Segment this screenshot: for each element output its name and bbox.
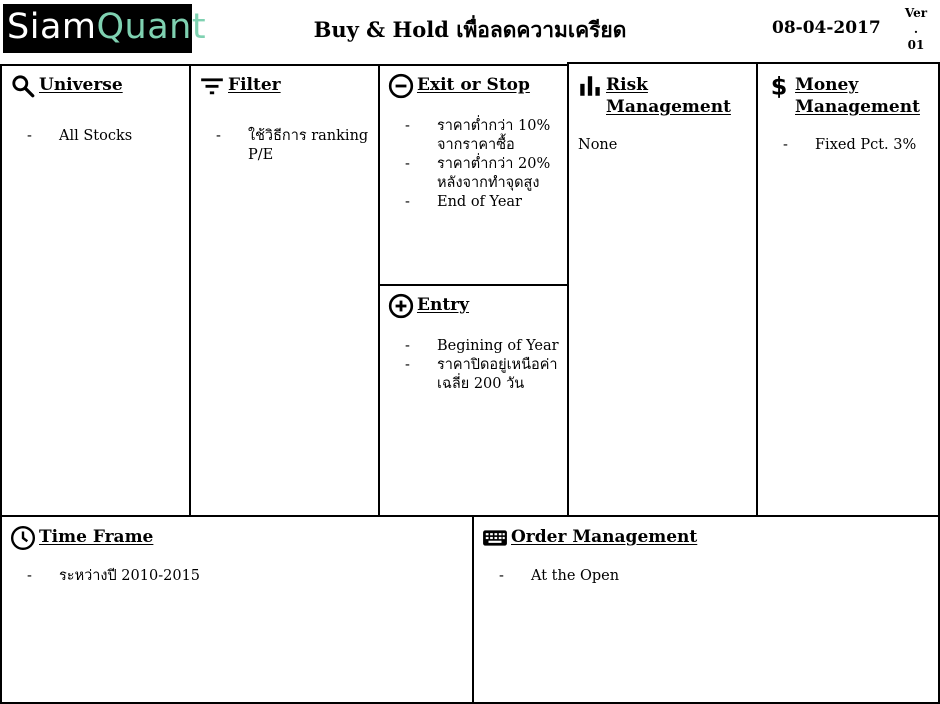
filter-icon <box>199 73 225 99</box>
order-section <box>472 515 940 704</box>
version-text: Ver <box>904 6 928 20</box>
version-separator: . <box>913 22 919 36</box>
filter-heading: Filter <box>228 75 281 95</box>
entry-section <box>378 284 570 518</box>
order-item: - At the Open <box>499 567 938 586</box>
universe-item: - All Stocks <box>27 127 190 146</box>
filter-item: - ใช้วิธีการ ranking P/E <box>216 127 375 165</box>
plus-circle-icon <box>388 293 414 319</box>
search-icon <box>10 73 36 99</box>
money-heading: Money Management <box>795 75 920 117</box>
risk-text: None <box>578 137 618 153</box>
money-section <box>756 62 940 518</box>
document-date: 08-04-2017 <box>772 18 881 38</box>
entry-heading: Entry <box>417 295 470 315</box>
order-heading: Order Management <box>511 527 698 547</box>
logo-text-siam: Siam <box>7 7 97 47</box>
exit-section <box>378 64 570 287</box>
timeframe-section <box>0 515 475 704</box>
svg-text:$: $ <box>770 72 788 101</box>
universe-heading: Universe <box>39 75 123 95</box>
bar-chart-icon <box>577 73 603 99</box>
risk-section <box>567 62 759 518</box>
exit-item: - ราคาต่ำกว่า 10% จากราคาซื้อ <box>405 117 564 155</box>
exit-heading: Exit or Stop <box>417 75 530 95</box>
page-title: Buy & Hold เพื่อลดความเครียด <box>313 17 627 42</box>
exit-item: - End of Year <box>405 193 564 212</box>
keyboard-icon <box>482 525 508 551</box>
version-label <box>896 5 936 53</box>
minus-circle-icon <box>388 73 414 99</box>
money-item: - Fixed Pct. 3% <box>783 136 934 155</box>
risk-heading: Risk Management <box>606 75 731 117</box>
filter-section <box>189 64 381 518</box>
clock-icon <box>10 525 36 551</box>
siamquant-logo <box>3 4 207 53</box>
timeframe-heading: Time Frame <box>39 527 154 547</box>
exit-item: - ราคาต่ำกว่า 20% หลังจากทำจุดสูง <box>405 155 564 193</box>
universe-section <box>0 64 192 518</box>
timeframe-item: - ระหว่างปี 2010-2015 <box>27 567 473 586</box>
entry-item: - Begining of Year <box>405 337 564 356</box>
version-number: 01 <box>907 38 925 52</box>
entry-item: - ราคาปิดอยู่เหนือค่าเฉลี่ย 200 วัน <box>405 356 564 394</box>
logo-text-quant: Quant <box>96 7 207 47</box>
dollar-icon <box>766 73 792 99</box>
